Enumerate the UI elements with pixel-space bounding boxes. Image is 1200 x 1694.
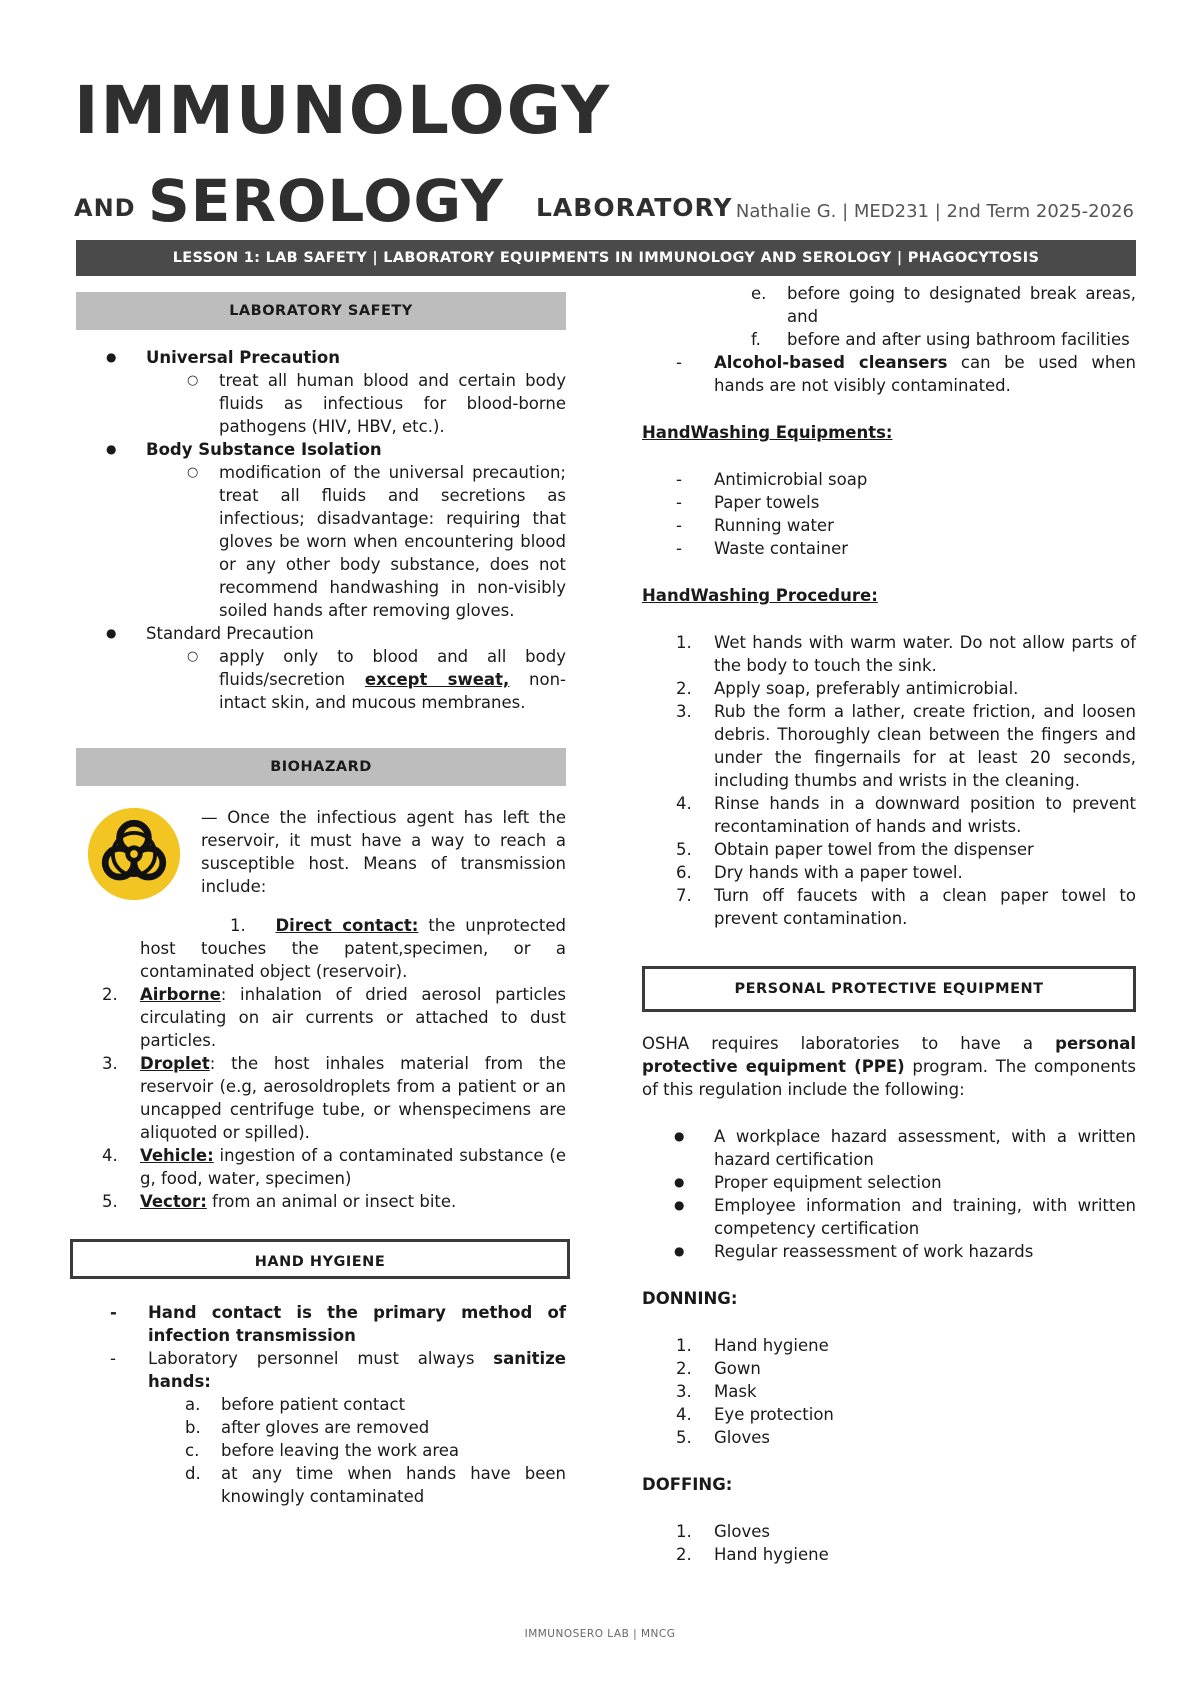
title-row [74, 167, 1134, 235]
step-num: 5. [676, 1428, 692, 1447]
list-item [102, 1052, 566, 1144]
title-laboratory: LABORATORY [536, 193, 733, 222]
hw-procedure-list [642, 631, 1136, 930]
item-num: 3. [102, 1054, 118, 1073]
safety-list [76, 346, 566, 714]
ppe-components-list [642, 1125, 1136, 1263]
precaution-title: Standard Precaution [146, 624, 314, 643]
hw-equipment-heading: HandWashing Equipments: [642, 423, 893, 442]
item-letter: a. [185, 1395, 201, 1414]
list-item: ● Employee information and training, with written competency certification [714, 1194, 1136, 1240]
list-item: ● A workplace hazard assessment, with a written hazard certification [714, 1125, 1136, 1171]
author-info: Nathalie G. | MED231 | 2nd Term 2025-2026 [735, 201, 1134, 222]
intro-text: OSHA requires laboratories to have a [642, 1034, 1056, 1053]
list-item [185, 1393, 566, 1416]
desc-text: non-intact skin, and mucous membranes. [219, 670, 567, 712]
list-item [185, 1439, 566, 1462]
list-item [676, 631, 1136, 677]
step-text: Eye protection [714, 1405, 834, 1424]
list-item [676, 838, 1136, 861]
biohazard-intro-block [76, 806, 566, 902]
precaution-desc: ○ modification of the universal precaution; treat all fluids and secretions as infectious; disadvantage: requiring that gloves be worn when encountering blood or any other body substance, does not recommend handwashing in non-visibly soiled hands after removing gloves. [219, 461, 566, 622]
step-num: 4. [676, 1405, 692, 1424]
item-num: 5. [102, 1192, 118, 1211]
list-item [676, 1357, 1136, 1380]
step-num: 5. [676, 840, 692, 859]
transmission-desc: : inhalation of dried aerosol particles circulating on air currents or attached to dust particles. [140, 985, 566, 1050]
precaution-title: Universal Precaution [146, 348, 340, 367]
step-num: 4. [676, 794, 692, 813]
item-text: before patient contact [221, 1395, 406, 1414]
list-item [676, 1380, 1136, 1403]
item-text: before leaving the work area [221, 1441, 460, 1460]
item-letter: d. [185, 1464, 201, 1483]
list-item: - Waste container [714, 537, 1136, 560]
list-item [676, 1543, 1136, 1566]
title-serology: SEROLOGY [148, 167, 504, 235]
step-num: 2. [676, 1545, 692, 1564]
step-text: Hand hygiene [714, 1545, 829, 1564]
doffing-list [642, 1520, 1136, 1566]
page-title: IMMUNOLOGY [74, 72, 612, 149]
item-letter: b. [185, 1418, 201, 1437]
list-item [676, 700, 1136, 792]
point-text: Laboratory personnel must always [148, 1349, 494, 1368]
item-text: before going to designated break areas, and [787, 284, 1136, 326]
step-text: Hand hygiene [714, 1336, 829, 1355]
hw-equipment-list [642, 468, 1136, 560]
list-item [676, 792, 1136, 838]
desc-emphasis: except sweat, [364, 670, 510, 689]
precaution-desc: ○ treat all human blood and certain body fluids as infectious for blood-borne pathogens (HIV, HBV, etc.). [219, 369, 566, 438]
point-emphasis: sanitize hands: [148, 1349, 566, 1391]
step-text: Wet hands with warm water. Do not allow parts of the body to touch the sink. [714, 633, 1136, 675]
note-emphasis: Alcohol-based cleansers [714, 353, 948, 372]
list-item [146, 438, 566, 622]
transmission-desc: the unprotected host touches the patent,specimen, or a contaminated object (reservoir). [140, 916, 566, 981]
item-letter: e. [751, 284, 767, 303]
step-num: 2. [676, 1359, 692, 1378]
step-text: Turn off faucets with a clean paper towel to prevent contamination. [714, 886, 1136, 928]
transmission-item-1 [76, 914, 566, 983]
step-num: 2. [676, 679, 692, 698]
step-num: 6. [676, 863, 692, 882]
hand-hygiene-list [76, 1301, 566, 1393]
list-item [102, 1190, 566, 1213]
item-letter: c. [185, 1441, 200, 1460]
step-num: 1. [676, 1336, 692, 1355]
transmission-desc: ingestion of a contaminated substance (e g, food, water, specimen) [140, 1146, 566, 1188]
step-num: 7. [676, 886, 692, 905]
step-text: Gloves [714, 1428, 770, 1447]
list-item [751, 282, 1136, 328]
transmission-term: Direct contact: [275, 916, 419, 935]
list-item [676, 861, 1136, 884]
transmission-desc: : the host inhales material from the reservoir (e.g, aerosoldroplets from a patient or an uncapped centrifuge tube, or whenspecimens are aliquoted or spilled). [140, 1054, 566, 1142]
step-num: 1. [676, 633, 692, 652]
wash-times-list [76, 1393, 566, 1508]
alcohol-note [642, 351, 1136, 397]
list-item: ● Proper equipment selection [714, 1171, 1136, 1194]
step-text: Mask [714, 1382, 757, 1401]
step-num: 1. [676, 1522, 692, 1541]
step-text: Obtain paper towel from the dispenser [714, 840, 1034, 859]
transmission-term: Droplet [140, 1054, 210, 1073]
list-item [714, 351, 1136, 397]
biohazard-icon [86, 806, 182, 902]
donning-heading: DONNING: [642, 1289, 738, 1308]
item-num: 2. [102, 985, 118, 1004]
lab-safety-heading: LABORATORY SAFETY [76, 292, 566, 330]
list-item [185, 1416, 566, 1439]
list-item [146, 346, 566, 438]
precaution-desc [219, 645, 566, 714]
precaution-title: Body Substance Isolation [146, 440, 382, 459]
biohazard-heading: BIOHAZARD [76, 748, 566, 786]
intro-text: program. The components of this regulation include the following: [642, 1057, 1136, 1099]
page-footer: IMMUNOSERO LAB | MNCG [524, 1628, 676, 1640]
item-letter: f. [751, 330, 761, 349]
ppe-heading: PERSONAL PROTECTIVE EQUIPMENT [642, 966, 1136, 1012]
hw-procedure-heading: HandWashing Procedure: [642, 586, 878, 605]
list-item: - Paper towels [714, 491, 1136, 514]
step-text: Gown [714, 1359, 761, 1378]
biohazard-intro: — Once the infectious agent has left the reservoir, it must have a way to reach a susceptible host. Means of transmission include: [201, 808, 566, 896]
transmission-term: Airborne [140, 985, 221, 1004]
list-item [102, 983, 566, 1052]
list-item [676, 1403, 1136, 1426]
step-num: 3. [676, 1382, 692, 1401]
item-text: at any time when hands have been knowingly contaminated [221, 1464, 566, 1506]
list-item [751, 328, 1136, 351]
list-item [676, 1520, 1136, 1543]
list-item: ● Regular reassessment of work hazards [714, 1240, 1136, 1263]
list-item [676, 1334, 1136, 1357]
transmission-desc: from an animal or insect bite. [206, 1192, 457, 1211]
right-column [642, 282, 1136, 1566]
note-text: can be used when hands are not visibly contaminated. [714, 353, 1136, 395]
list-item [146, 622, 566, 714]
desc-text: apply only to blood and all body fluids/secretion [219, 647, 566, 689]
left-column [76, 292, 566, 1508]
step-text: Gloves [714, 1522, 770, 1541]
list-item [676, 677, 1136, 700]
list-item [102, 1144, 566, 1190]
list-item [185, 1462, 566, 1508]
step-num: 3. [676, 702, 692, 721]
list-item [676, 884, 1136, 930]
hand-hygiene-heading: HAND HYGIENE [70, 1239, 570, 1279]
lesson-banner: LESSON 1: LAB SAFETY | LABORATORY EQUIPMENTS IN IMMUNOLOGY AND SEROLOGY | PHAGOCYTOSIS [76, 240, 1136, 276]
step-text: Apply soap, preferably antimicrobial. [714, 679, 1019, 698]
transmission-list [76, 983, 566, 1213]
list-item: - Running water [714, 514, 1136, 537]
list-item [148, 1347, 566, 1393]
step-text: Rinse hands in a downward position to prevent recontamination of hands and wrists. [714, 794, 1136, 836]
intro-emphasis: personal protective equipment (PPE) [642, 1034, 1136, 1076]
list-item: - Hand contact is the primary method of infection transmission [148, 1301, 566, 1347]
step-text: Rub the form a lather, create friction, and loosen debris. Thoroughly clean between the fingers and under the fingernails for at least 20 seconds, including thumbs and wrists in the cleaning. [714, 702, 1136, 790]
doffing-heading: DOFFING: [642, 1475, 733, 1494]
donning-list [642, 1334, 1136, 1449]
step-text: Dry hands with a paper towel. [714, 863, 963, 882]
item-num: 1. [230, 916, 246, 935]
list-item [676, 1426, 1136, 1449]
title-and: AND [74, 194, 136, 222]
list-item: - Antimicrobial soap [714, 468, 1136, 491]
item-text: after gloves are removed [221, 1418, 430, 1437]
item-num: 4. [102, 1146, 118, 1165]
item-text: before and after using bathroom facilities [787, 330, 1130, 349]
transmission-term: Vector: [140, 1192, 207, 1211]
ppe-intro [642, 1032, 1136, 1101]
wash-times-list-cont [642, 282, 1136, 351]
transmission-term: Vehicle: [140, 1146, 214, 1165]
